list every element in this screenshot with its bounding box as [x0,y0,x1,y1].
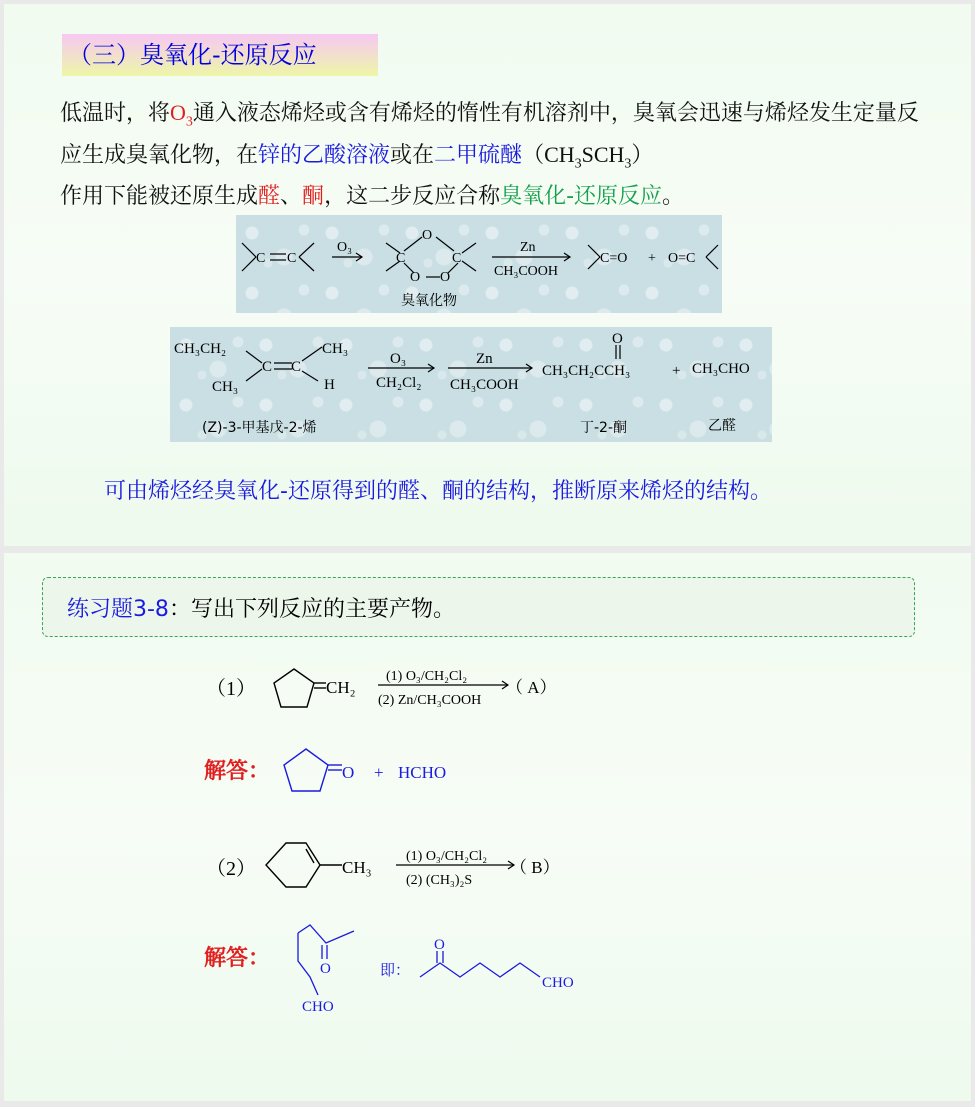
para-text: 通入液态烯烃或含有烯烃的惰性有机溶剂中，臭氧会迅速与烯烃发生定量反应生成臭氧化物，在 [60,101,919,168]
cyclohexene-ring [266,843,342,887]
formaldehyde: HCHO [398,763,447,782]
ketone-word: 酮 [302,184,325,209]
ketone-oxygen: O [320,961,331,977]
reaction-name: 臭氧化-还原反应 [500,184,663,209]
para-text: 作用下能被还原生成 [60,184,259,209]
ozonide-o-top: O [422,228,433,243]
equivalent-label: 即： [380,961,411,979]
exercise-instruction: ：写出下列反应的主要产物。 [168,597,455,622]
alkene-name: (Z)-3-甲基戊-2-烯 [202,420,317,436]
ozonide-label: 臭氧化物 [401,293,457,309]
answer-1-label: 解答： [204,759,271,784]
question-2-number: （2） [206,858,256,880]
conclusion-text: 可由烯烃经臭氧化-还原得到的醛、酮的结构，推断原来烯烃的结构。 [104,479,772,504]
q1-condition-2: (2) Zn/CH₃COOH [378,693,482,708]
example-reaction-scheme [170,327,772,442]
dms-formula [522,142,654,172]
product-acetaldehyde: CH₃CHO [692,361,750,377]
plus-sign: + [374,763,384,782]
slide-ozonolysis [4,4,971,546]
question-2-product: （ B） [510,858,560,877]
keto-aldehyde-open-chain [298,925,354,995]
section-title: （三）臭氧化-还原反应 [62,34,378,76]
dms-sub: 3 [574,156,582,172]
reagent-acetic-acid: CH₃COOH [450,377,519,393]
cyclopentanone-ring [284,749,342,791]
intro-paragraph [60,92,940,217]
alkene-c1: C [256,251,266,266]
ozonide-o2: O [440,270,451,285]
ozone-sub: 3 [185,114,193,130]
aldehyde-word: 醛 [258,184,281,209]
slide-exercise [4,553,971,1101]
para-text: 、 [280,184,303,209]
question-1-number: （1） [206,678,256,700]
exercise-number: 练习题3-8 [67,597,169,622]
reagent-zn: Zn [520,240,536,255]
answer-2-label: 解答： [204,946,271,971]
ozone-o: O [170,100,186,125]
dms-part: ） [631,142,654,167]
plus-sign: + [648,251,656,266]
methylene-group: CH₂ [326,678,356,697]
para-text: 或在 [390,143,435,168]
substituent-h: H [324,377,335,393]
aldehyde-name: 乙醛 [708,418,736,434]
q2-condition-1: (1) O₃/CH₂Cl₂ [406,849,488,864]
dms-sub: 3 [624,156,632,172]
zinc-acetic-acid: 锌的乙酸溶液 [258,143,391,168]
methyl-group: CH₃ [342,858,372,877]
reagent-ozone: O₃ [390,351,407,367]
q1-condition-1: (1) O₃/CH₂Cl₂ [386,669,468,684]
aldehyde-group-2: CHO [542,975,574,991]
ketone-oxygen: O [612,331,623,347]
reagent-acetic-acid: CH₃COOH [494,264,558,279]
reagent-dcm: CH₂Cl₂ [376,375,422,391]
product-carbonyl-2: O=C [668,251,696,266]
ketone-oxygen: O [342,763,355,782]
q2-condition-2: (2) (CH₃)₂S [406,873,473,888]
reagent-zn: Zn [476,351,493,367]
exercise-structures [4,553,971,1101]
ketone-name: 丁-2-酮 [580,420,628,436]
alkene-c2: C [291,359,302,375]
dms-part: SCH [581,142,625,167]
aldehyde-group: CHO [302,999,334,1015]
product-butanone: CH₃CH₂CCH₃ [542,363,631,379]
para-text: 。 [662,184,685,209]
dimethyl-sulfide: 二甲硫醚 [434,143,523,168]
substituent-methyl-2: CH₃ [322,341,349,357]
substituent-ethyl: CH₃CH₂ [174,341,227,357]
plus-sign: + [672,363,681,379]
ozonide-o1: O [410,270,421,285]
cyclopentane-ring [274,669,326,707]
alkene-c1: C [262,359,273,375]
para-text: ，这二步反应合称 [324,184,501,209]
ozonide-c2: C [452,251,462,266]
ozonide-c1: C [396,251,406,266]
keto-aldehyde-zigzag [420,951,540,977]
question-1-product: （ A） [506,678,557,697]
product-carbonyl-1: C=O [600,251,628,266]
dms-part: （CH [522,142,575,167]
para-text: 低温时，将 [60,101,171,126]
alkene-c2: C [287,251,297,266]
ketone-oxygen-2: O [434,937,445,953]
reagent-ozone: O₃ [337,240,352,255]
substituent-methyl: CH₃ [212,379,239,395]
ozone-formula [170,100,193,130]
general-reaction-scheme [236,215,722,313]
